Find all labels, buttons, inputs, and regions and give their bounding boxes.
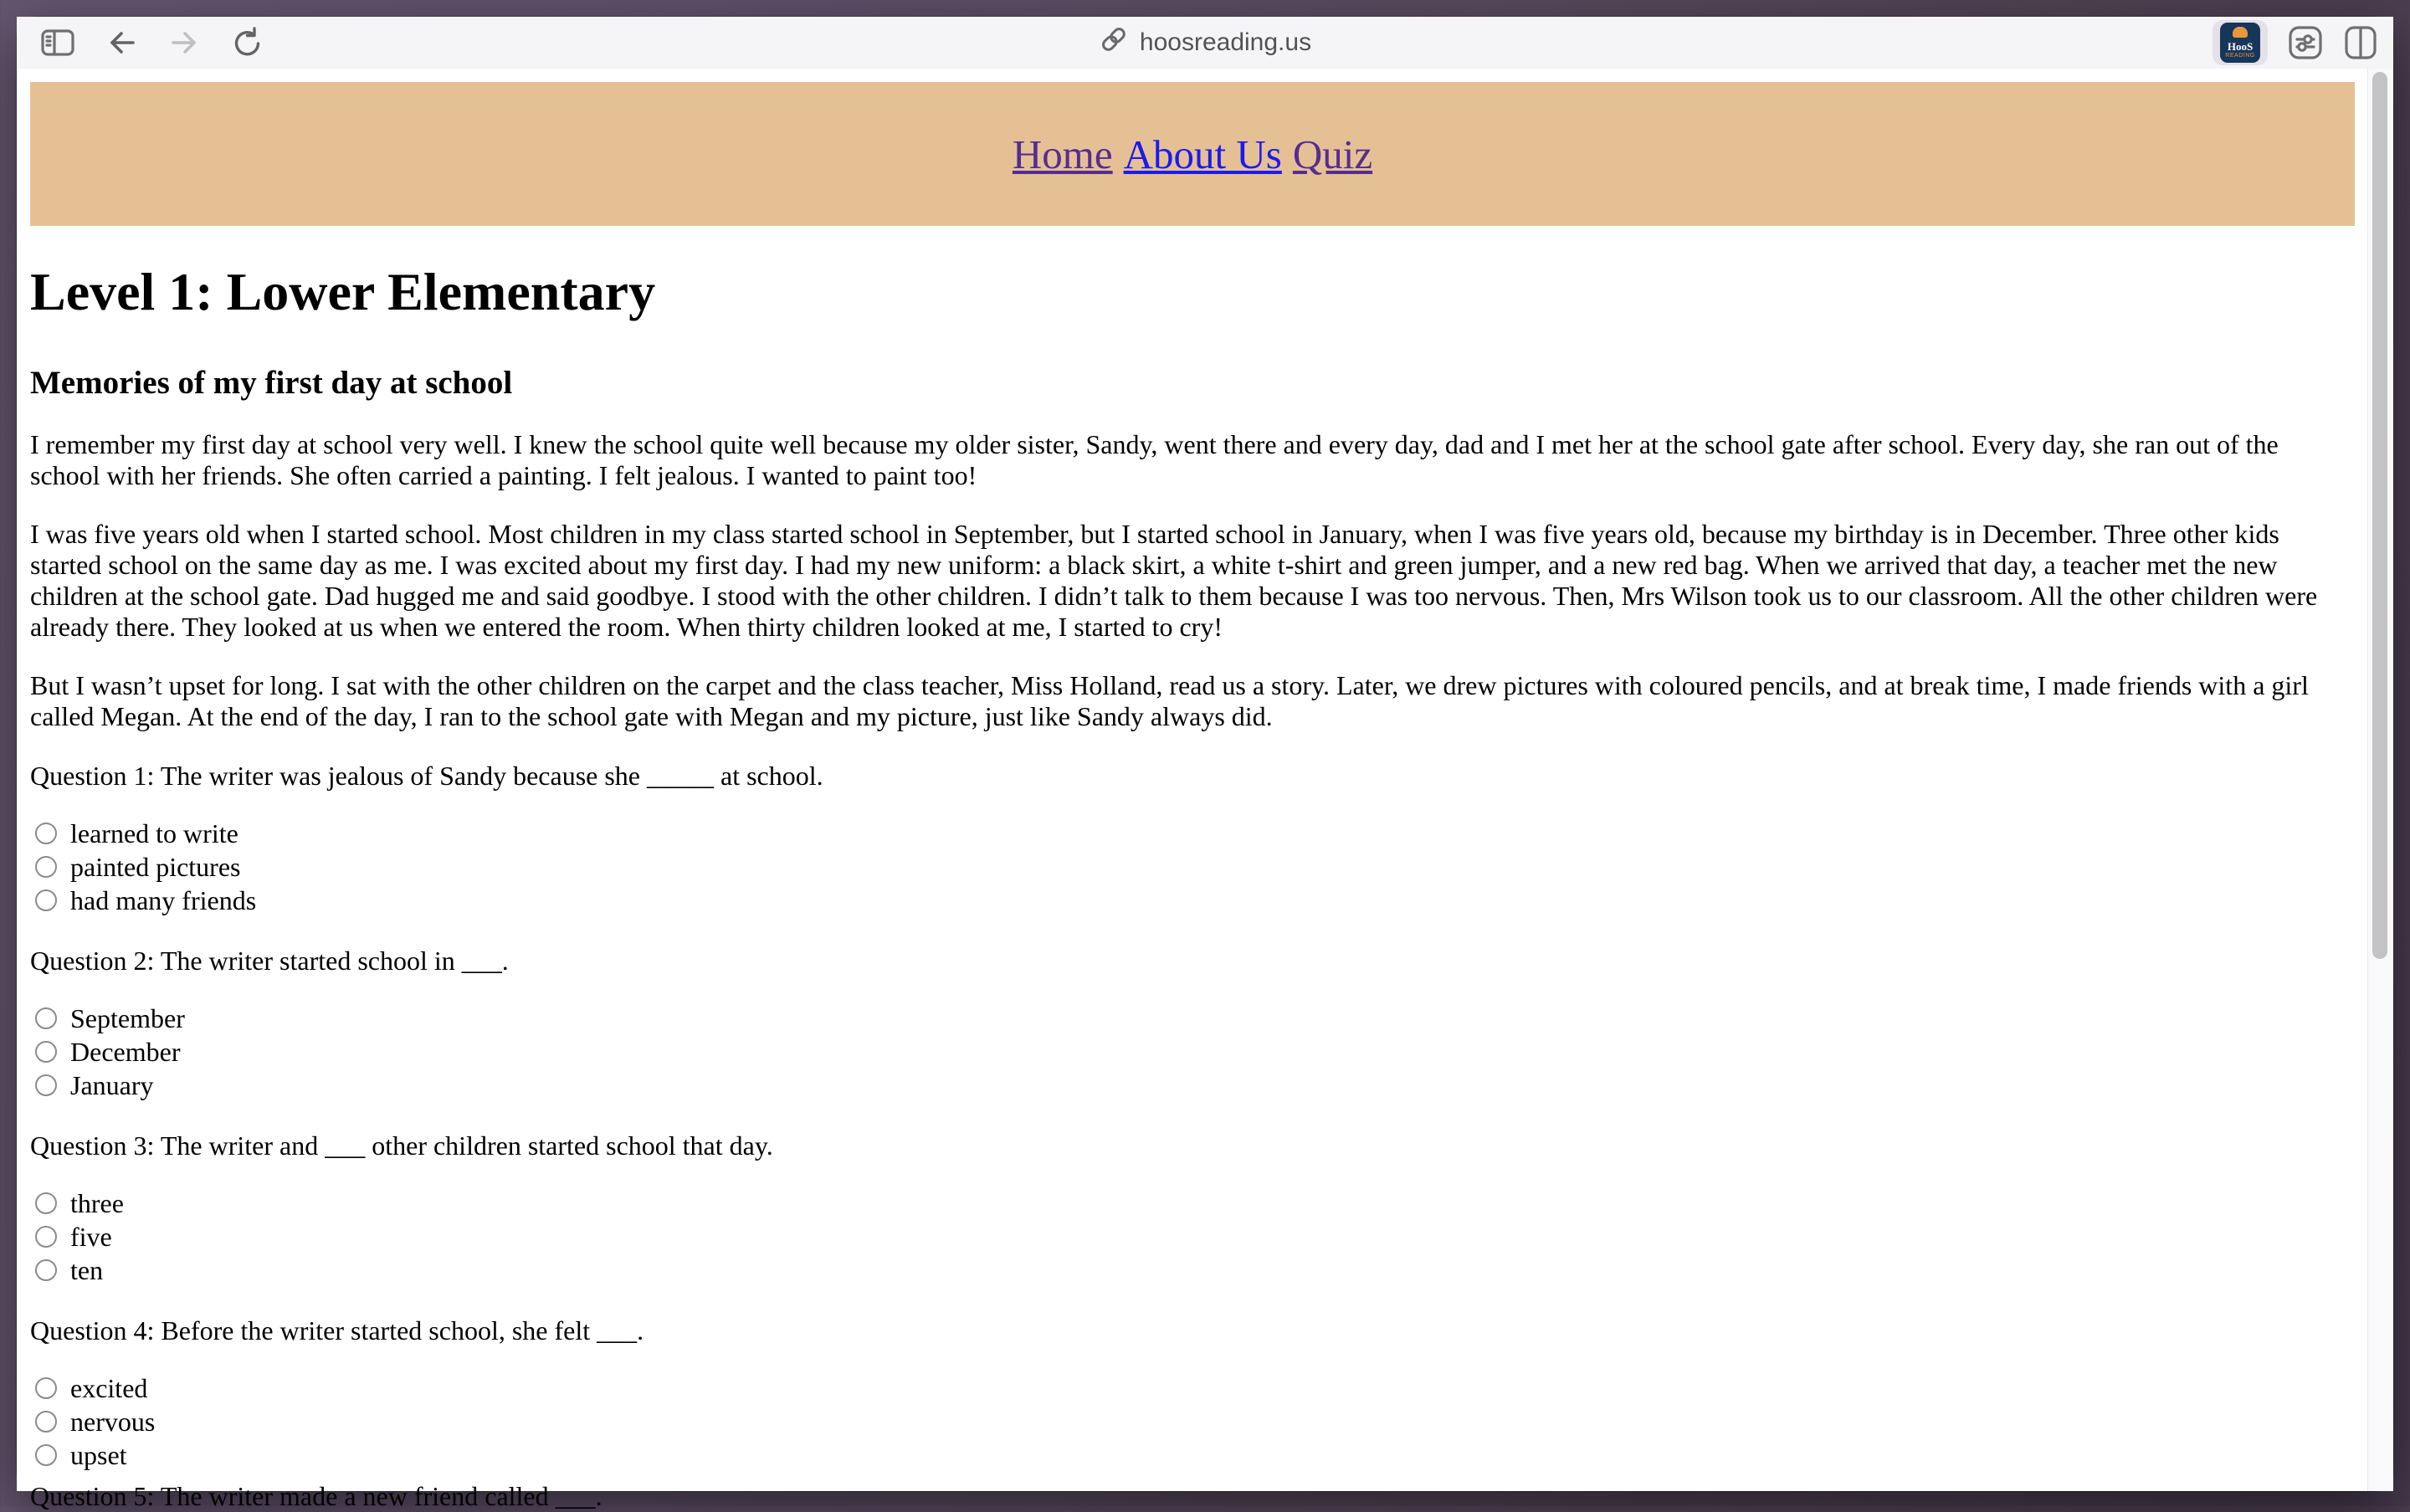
address-bar[interactable]: [1099, 17, 1311, 69]
radio-option-label: September: [70, 1002, 185, 1033]
radio-option-label: learned to write: [70, 818, 238, 848]
link-icon: [1099, 24, 1129, 61]
radio-button[interactable]: [35, 1259, 57, 1281]
browser-toolbar: [17, 17, 2393, 69]
story-paragraph: But I wasn’t upset for long. I sat with the other children on the carpet and the class teacher, Miss Holland, read us a story. Later, we drew pictures with coloured pencils, and at break time, I made friends with a girl called Megan. At the end of the day, I ran to the school gate with Megan and my picture, just like Sandy always did.: [30, 670, 2309, 732]
sidebar-toggle-icon[interactable]: [38, 24, 77, 61]
owl-icon: [2233, 27, 2248, 38]
question-block: [30, 946, 2355, 1102]
page-title: Level 1: Lower Elementary: [30, 262, 656, 321]
back-icon[interactable]: [105, 24, 139, 61]
quiz-questions: [30, 761, 2355, 1472]
scrollbar-thumb[interactable]: [2372, 72, 2387, 959]
radio-option[interactable]: [30, 1405, 2355, 1438]
question-prompt: Question 1: The writer was jealous of Sandy because she _____ at school.: [30, 761, 823, 792]
radio-button[interactable]: [35, 856, 57, 878]
radio-option-label: nervous: [70, 1406, 156, 1437]
radio-option-label: painted pictures: [70, 851, 241, 882]
radio-button[interactable]: [35, 1444, 57, 1466]
reload-icon[interactable]: [229, 24, 263, 61]
question-prompt: Question 5: The writer made a new friend called ___.: [30, 1481, 602, 1511]
forward-icon[interactable]: [167, 24, 201, 61]
toolbar-left-group: [17, 24, 263, 61]
url-text: hoosreading.us: [1139, 28, 1312, 56]
radio-option-label: December: [70, 1036, 181, 1067]
options-group: [30, 1371, 2355, 1472]
radio-option[interactable]: [30, 1035, 2355, 1069]
radio-option-label: January: [70, 1069, 154, 1100]
radio-option[interactable]: [30, 817, 2355, 850]
story-paragraph: I was five years old when I started school. Most children in my class started school in September, but I started school in January, when I was five years old, because my birthday is in December. Three other kids started school on the same day as me. I was excited about my first day. I had my new uniform: a black skirt, a white t-shirt and green jumper, and a new red bag. When we arrived that day, a teacher met the new children at the school gate. Dad hugged me and said goodbye. I stood with the other children. I didn’t talk to them because I was too nervous. Then, Mrs Wilson took us to our classroom. All the other children were already there. They looked at us when we entered the room. When thirty children looked at me, I started to cry!: [30, 519, 2318, 643]
story-paragraphs: [30, 429, 2355, 732]
radio-button[interactable]: [35, 1411, 57, 1433]
radio-option-label: excited: [70, 1372, 148, 1403]
radio-option-label: upset: [70, 1439, 127, 1470]
nav-link-quiz[interactable]: Quiz: [1292, 131, 1373, 177]
radio-button[interactable]: [35, 1041, 57, 1063]
question-block: [30, 1481, 602, 1512]
options-group: [30, 817, 2355, 917]
site-favicon[interactable]: [2213, 20, 2268, 65]
question-block: [30, 1130, 2355, 1287]
scrollbar[interactable]: [2367, 69, 2393, 1491]
split-view-icon[interactable]: [2343, 23, 2378, 62]
page-settings-icon[interactable]: [2286, 23, 2325, 62]
question-prompt: Question 4: Before the writer started school, she felt ___.: [30, 1315, 644, 1346]
radio-option-label: three: [70, 1187, 124, 1218]
radio-option-label: five: [70, 1221, 112, 1252]
radio-option[interactable]: [30, 1220, 2355, 1253]
radio-button[interactable]: [35, 889, 57, 911]
nav-link-home[interactable]: Home: [1012, 131, 1113, 177]
radio-button[interactable]: [35, 1192, 57, 1214]
radio-option[interactable]: [30, 1069, 2355, 1102]
radio-option-label: had many friends: [70, 884, 257, 915]
options-group: [30, 1002, 2355, 1102]
radio-option[interactable]: [30, 884, 2355, 917]
radio-button[interactable]: [35, 1226, 57, 1248]
question-prompt: Question 3: The writer and ___ other children started school that day.: [30, 1130, 773, 1161]
options-group: [30, 1187, 2355, 1287]
nav-links: [1013, 131, 1372, 178]
radio-button[interactable]: [35, 1074, 57, 1096]
hoos-reading-logo: [2220, 23, 2260, 63]
radio-option[interactable]: [30, 1253, 2355, 1287]
radio-button[interactable]: [35, 1377, 57, 1399]
browser-window: [17, 17, 2393, 1511]
radio-option-label: ten: [70, 1254, 104, 1285]
radio-option[interactable]: [30, 1002, 2355, 1035]
story-title: Memories of my first day at school: [30, 364, 513, 401]
radio-button[interactable]: [35, 1007, 57, 1029]
question-block: [30, 1315, 2355, 1472]
story-paragraph: I remember my first day at school very well. I knew the school quite well because my older sister, Sandy, went there and every day, dad and I met her at the school gate after school. Every day, she ran out of the school with her friends. She often carried a painting. I felt jealous. I wanted to paint too!: [30, 429, 2279, 491]
nav-link-about-us[interactable]: About Us: [1123, 131, 1282, 177]
favicon-text-bottom: READING: [2225, 53, 2255, 59]
question-block: [30, 761, 2355, 917]
nav-banner: [30, 82, 2355, 226]
favicon-text-top: HooS: [2227, 40, 2254, 53]
radio-option[interactable]: [30, 1187, 2355, 1220]
radio-option[interactable]: [30, 1371, 2355, 1405]
toolbar-right-group: [2213, 20, 2393, 65]
radio-option[interactable]: [30, 1438, 2355, 1472]
page-content: [17, 69, 2368, 1511]
radio-option[interactable]: [30, 850, 2355, 884]
question-prompt: Question 2: The writer started school in ___.: [30, 946, 509, 976]
radio-button[interactable]: [35, 823, 57, 844]
